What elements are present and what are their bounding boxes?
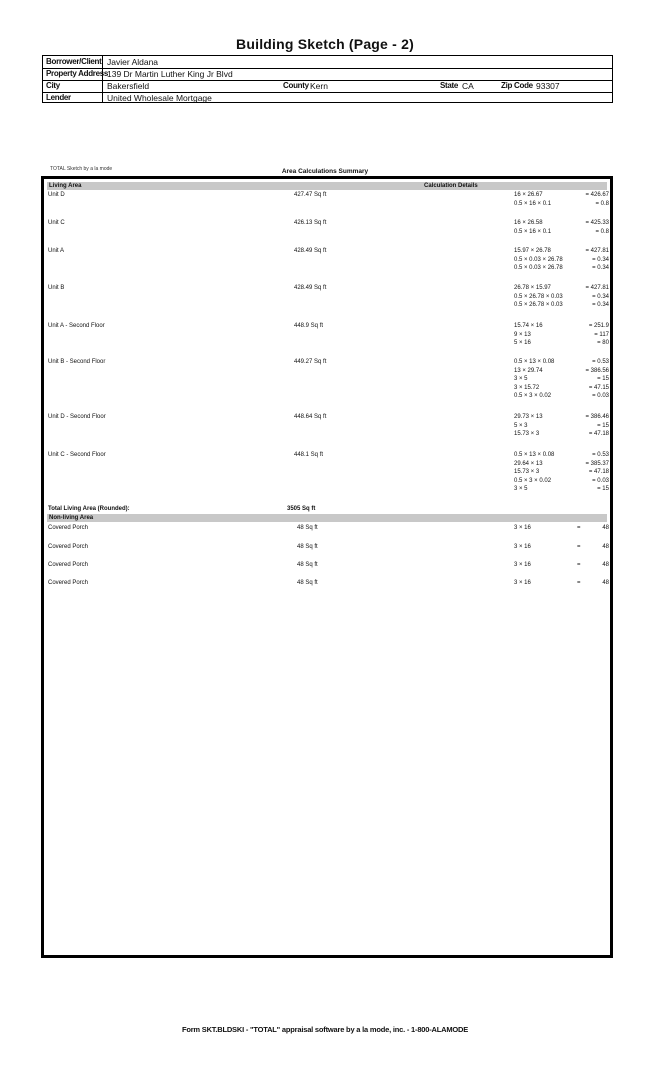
nonliving-area-header	[47, 514, 607, 522]
city-value: Bakersfield	[107, 81, 150, 91]
living-area-header	[47, 182, 607, 190]
area-calculations-box	[41, 176, 613, 958]
calc-expression: 0.5 × 3 × 0.02	[514, 393, 552, 400]
calc-expression: 3 × 16	[514, 562, 531, 568]
calc-result: = 80	[597, 340, 609, 347]
calc-expression: 0.5 × 16 × 0.1	[514, 200, 552, 207]
living-unit-area: 428.49 Sq ft	[294, 248, 327, 254]
calc-expression: 5 × 16	[514, 340, 531, 347]
state-label: State	[440, 81, 459, 90]
calc-result: = 47.15	[588, 384, 609, 391]
total-living-value: 3505 Sq ft	[287, 506, 316, 512]
calc-result: = 0.8	[595, 200, 609, 207]
calc-equals: =	[577, 562, 581, 568]
calc-expression: 13 × 29.74	[514, 367, 543, 374]
calc-expression: 29.64 × 13	[514, 460, 543, 467]
calc-result: = 15	[597, 486, 609, 493]
nonliving-area-label: Non-living Area	[49, 515, 94, 521]
nonliving-unit-name: Covered Porch	[48, 544, 89, 550]
calc-result: = 0.53	[592, 359, 609, 365]
living-unit-area: 449.27 Sq ft	[294, 359, 327, 365]
zip-value: 93307	[536, 81, 560, 91]
lender-label: Lender	[46, 93, 71, 102]
calc-result: 48	[602, 544, 609, 550]
address-label: Property Address	[46, 69, 109, 78]
calc-expression: 3 × 16	[514, 544, 531, 550]
living-unit-name: Unit A - Second Floor	[48, 323, 105, 329]
county-value: Kern	[310, 81, 328, 91]
property-info-table	[42, 55, 613, 103]
calc-expression: 9 × 13	[514, 331, 531, 338]
calc-expression: 15.97 × 26.78	[514, 248, 551, 254]
living-unit-name: Unit C - Second Floor	[48, 452, 106, 458]
calc-expression: 0.5 × 3 × 0.02	[514, 477, 552, 484]
page-title: Building Sketch (Page - 2)	[236, 36, 414, 52]
calc-result: = 0.34	[592, 256, 609, 263]
nonliving-unit-name: Covered Porch	[48, 562, 89, 568]
summary-title: Area Calculations Summary	[281, 168, 369, 175]
calc-result: = 0.34	[592, 302, 609, 309]
calc-result: = 386.56	[585, 367, 609, 374]
calc-result: = 47.18	[588, 469, 609, 476]
calc-expression: 0.5 × 13 × 0.08	[514, 359, 555, 365]
calc-expression: 5 × 3	[514, 422, 528, 429]
calc-expression: 0.5 × 0.03 × 26.78	[514, 265, 563, 272]
living-unit-area: 426.13 Sq ft	[294, 220, 327, 226]
nonliving-unit-area: 48 Sq ft	[297, 580, 318, 586]
lender-row	[43, 92, 612, 104]
calc-result: = 386.46	[585, 414, 609, 420]
address-value: 139 Dr Martin Luther King Jr Blvd	[107, 69, 233, 79]
nonliving-unit-area: 48 Sq ft	[297, 562, 318, 568]
calc-result: 48	[602, 525, 609, 531]
calc-expression: 15.74 × 16	[514, 323, 543, 329]
living-unit-name: Unit D	[48, 192, 65, 198]
calc-expression: 0.5 × 26.78 × 0.03	[514, 302, 563, 309]
nonliving-unit-area: 48 Sq ft	[297, 525, 318, 531]
calc-result: = 385.37	[585, 460, 609, 467]
calc-expression: 15.73 × 3	[514, 469, 540, 476]
lender-value: United Wholesale Mortgage	[107, 93, 212, 103]
nonliving-unit-area: 48 Sq ft	[297, 544, 318, 550]
living-unit-name: Unit C	[48, 220, 65, 226]
nonliving-unit-name: Covered Porch	[48, 525, 89, 531]
nonliving-unit-name: Covered Porch	[48, 580, 89, 586]
calc-result: = 117	[594, 331, 609, 338]
borrower-value: Javier Aldana	[107, 57, 159, 67]
zip-label: Zip Code	[501, 81, 533, 90]
calc-result: = 0.03	[592, 477, 609, 484]
calc-expression: 26.78 × 15.97	[514, 285, 551, 291]
calc-expression: 0.5 × 16 × 0.1	[514, 228, 552, 235]
calc-result: = 47.18	[588, 431, 609, 438]
living-area-label: Living Area	[49, 183, 82, 189]
calc-expression: 3 × 16	[514, 580, 531, 586]
calc-equals: =	[577, 544, 581, 550]
living-unit-area: 448.1 Sq ft	[294, 452, 324, 458]
calc-result: = 15	[597, 376, 609, 383]
form-footer: Form SKT.BLDSKI - "TOTAL" appraisal software by a la mode, inc. - 1-800-ALAMODE	[181, 1025, 469, 1034]
calc-result: = 251.9	[588, 323, 609, 329]
calc-result: = 0.53	[592, 452, 609, 458]
borrower-label: Borrower/Client	[46, 57, 102, 66]
calc-expression: 3 × 15.72	[514, 384, 540, 391]
calc-expression: 0.5 × 13 × 0.08	[514, 452, 555, 458]
living-unit-area: 448.64 Sq ft	[294, 414, 327, 420]
calc-result: = 0.03	[592, 393, 609, 400]
sketch-tag: TOTAL Sketch by a la mode	[50, 166, 113, 172]
living-unit-name: Unit B	[48, 285, 65, 291]
calc-expression: 15.73 × 3	[514, 431, 540, 438]
living-unit-area: 428.49 Sq ft	[294, 285, 327, 291]
city-label: City	[46, 81, 60, 90]
calc-expression: 16 × 26.67	[514, 192, 543, 198]
calc-result: = 427.81	[585, 248, 609, 254]
calc-expression: 29.73 × 13	[514, 414, 543, 420]
living-unit-area: 427.47 Sq ft	[294, 192, 327, 198]
calc-result: = 0.34	[592, 265, 609, 272]
calc-result: = 425.33	[585, 220, 609, 226]
calc-expression: 3 × 16	[514, 525, 531, 531]
calc-expression: 0.5 × 26.78 × 0.03	[514, 293, 563, 300]
calc-result: = 426.67	[585, 192, 609, 198]
calc-expression: 3 × 5	[514, 376, 528, 383]
living-unit-name: Unit B - Second Floor	[48, 359, 106, 365]
state-value: CA	[462, 81, 474, 91]
living-unit-area: 448.9 Sq ft	[294, 323, 324, 329]
calc-result: 48	[602, 580, 609, 586]
living-unit-name: Unit A	[48, 248, 65, 254]
total-living-label: Total Living Area (Rounded):	[48, 506, 130, 512]
calc-expression: 16 × 26.58	[514, 220, 543, 226]
calc-expression: 3 × 5	[514, 486, 528, 493]
calc-equals: =	[577, 525, 581, 531]
calc-equals: =	[577, 580, 581, 586]
calc-result: = 0.8	[595, 228, 609, 235]
calc-expression: 0.5 × 0.03 × 26.78	[514, 256, 563, 263]
calc-result: 48	[602, 562, 609, 568]
calc-result: = 0.34	[592, 293, 609, 300]
county-label: County	[283, 81, 309, 90]
calc-result: = 15	[597, 422, 609, 429]
calc-result: = 427.81	[585, 285, 609, 291]
living-unit-name: Unit D - Second Floor	[48, 414, 106, 420]
calculation-details-label: Calculation Details	[424, 183, 478, 189]
